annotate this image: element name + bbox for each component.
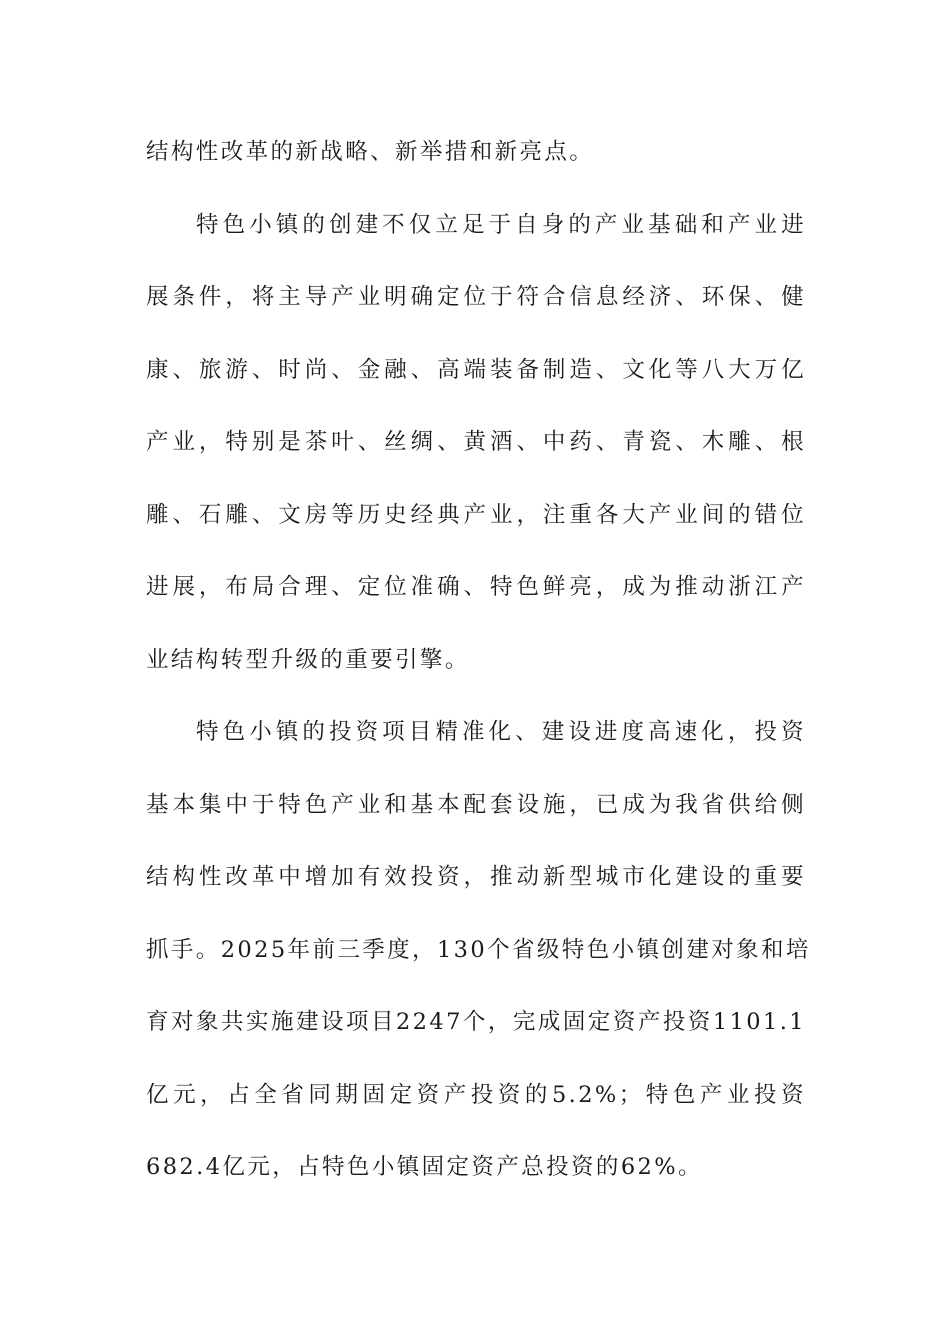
text-line: 业结构转型升级的重要引擎。 (146, 646, 470, 673)
text-line: 亿元，占全省同期固定资产投资的5.2%；特色产业投资 (146, 1081, 806, 1108)
text-line: 特色小镇的投资项目精准化、建设进度高速化，投资 (196, 719, 806, 745)
text-line: 结构性改革的新战略、新举措和新亮点。 (146, 139, 595, 165)
text-line: 特色小镇的创建不仅立足于自身的产业基础和产业进 (196, 211, 806, 238)
text-line: 雕、石雕、文房等历史经典产业，注重各大产业间的错位 (146, 501, 806, 528)
text-line: 展条件，将主导产业明确定位于符合信息经济、环保、健 (146, 284, 806, 310)
text-line: 育对象共实施建设项目2247个，完成固定资产投资1101.1 (146, 1009, 806, 1035)
body-text (146, 116, 811, 1204)
text-line: 基本集中于特色产业和基本配套设施，已成为我省供给侧 (146, 791, 806, 818)
text-line: 产业，特别是茶叶、丝绸、黄酒、中药、青瓷、木雕、根 (146, 429, 806, 455)
text-line: 进展，布局合理、定位准确、特色鲜亮，成为推动浙江产 (146, 574, 806, 600)
text-line: 抓手。2025年前三季度，130个省级特色小镇创建对象和培 (146, 936, 811, 963)
text-line: 682.4亿元，占特色小镇固定资产总投资的62%。 (146, 1154, 703, 1180)
text-line: 康、旅游、时尚、金融、高端装备制造、文化等八大万亿 (146, 356, 806, 383)
text-line: 结构性改革中增加有效投资，推动新型城市化建设的重要 (146, 864, 806, 890)
